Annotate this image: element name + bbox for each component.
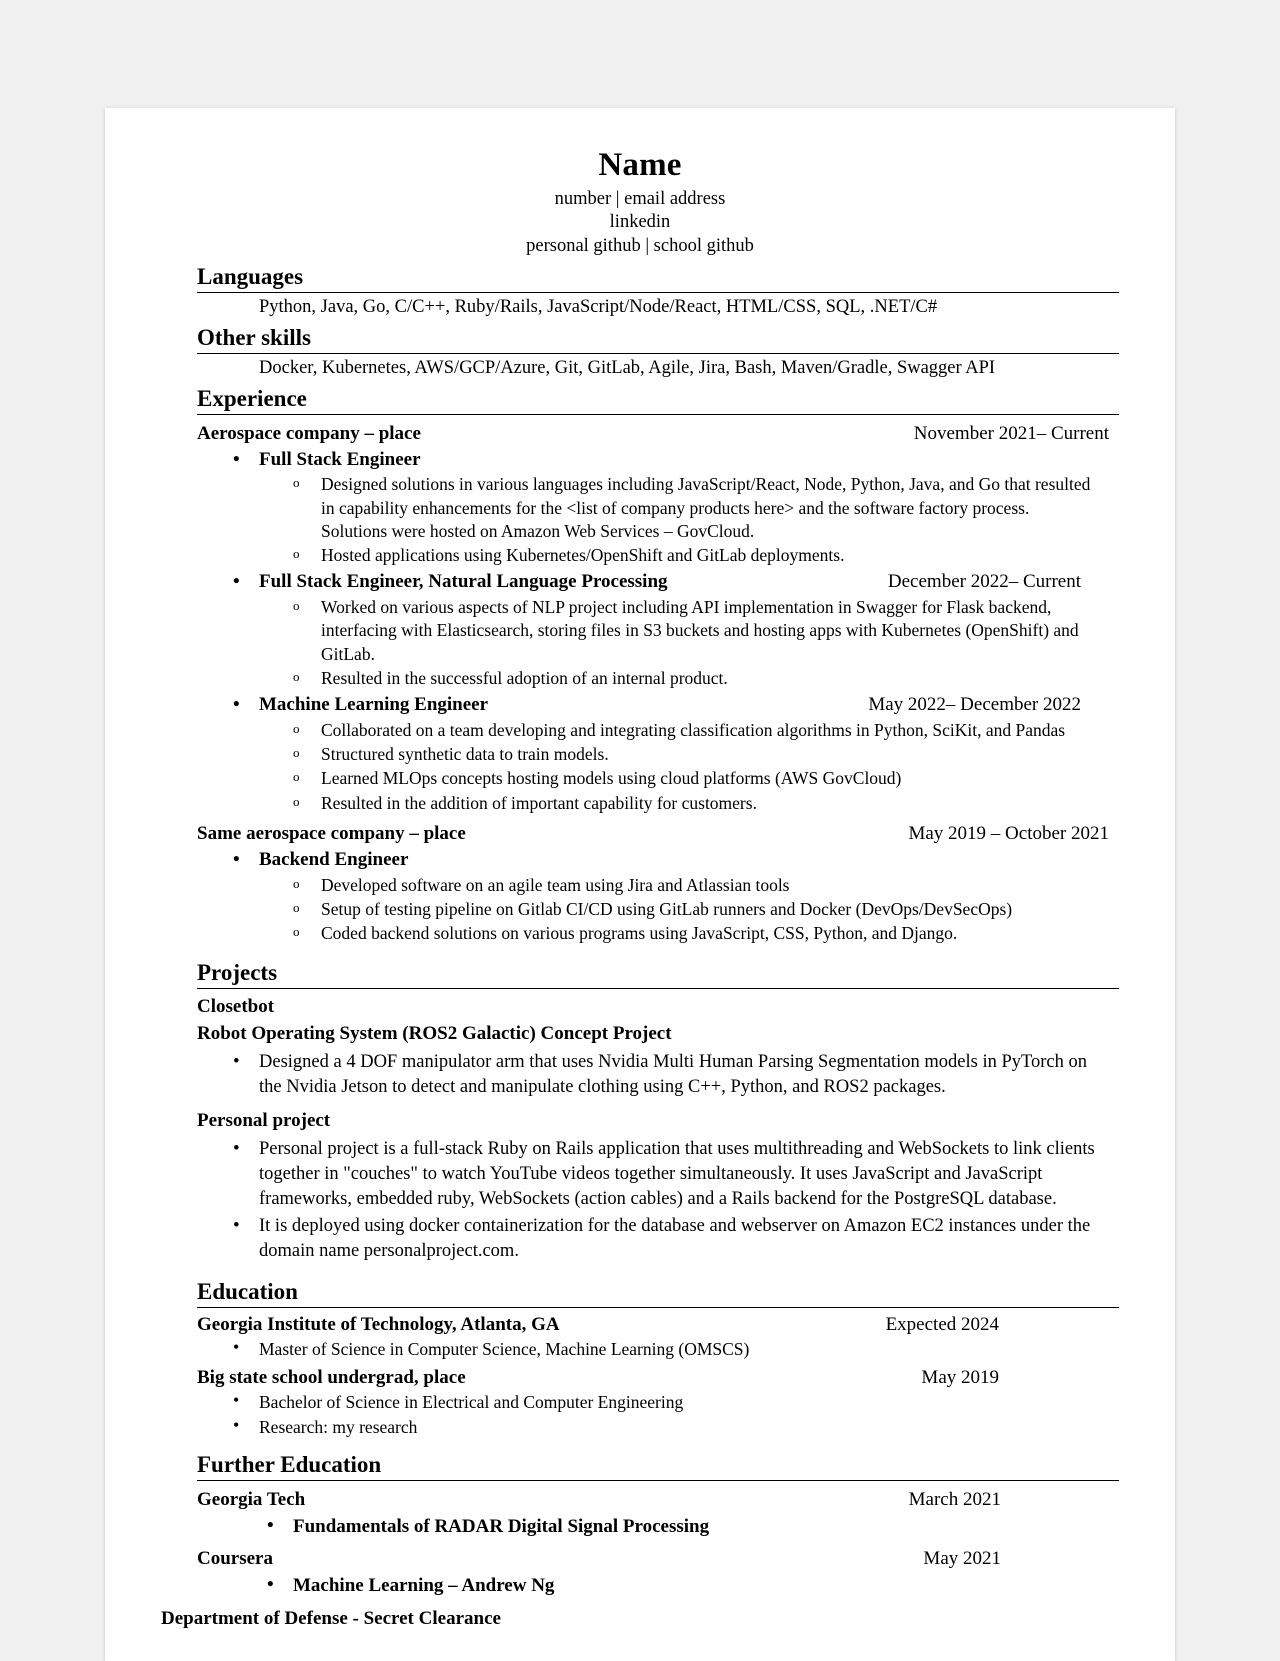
bullet-icon: •	[267, 1574, 274, 1596]
role-date: December 2022– Current	[887, 571, 1081, 593]
role-point: o Resulted in the addition of important capability for customers.	[293, 792, 757, 813]
role-title: • Backend Engineer	[259, 848, 408, 873]
job-company: Aerospace company – place	[197, 422, 421, 444]
role-point: o Setup of testing pipeline on Gitlab CI/CD using GitLab runners and Docker (DevOps/DevSecOps)	[293, 898, 1013, 919]
experience-role	[233, 570, 1119, 595]
role-point: o Structured synthetic data to train models.	[293, 744, 609, 765]
role-date: May 2022– December 2022	[868, 694, 1081, 716]
other-skills-list: Docker, Kubernetes, AWS/GCP/Azure, Git, GitLab, Agile, Jira, Bash, Maven/Gradle, Swagger API	[259, 357, 996, 378]
role-title: • Full Stack Engineer	[259, 448, 421, 473]
section-title-languages: Languages	[197, 263, 304, 289]
circle-bullet-icon: o	[293, 924, 300, 940]
further-education-entry-header	[197, 1489, 1119, 1511]
further-education-org: Coursera	[197, 1548, 273, 1570]
circle-bullet-icon: o	[293, 793, 300, 809]
contact-line-phone-email: number | email address	[554, 188, 726, 209]
bullet-icon: •	[233, 1415, 240, 1436]
experience-role	[233, 448, 1119, 473]
job-company: Same aerospace company – place	[197, 822, 466, 844]
circle-bullet-icon: o	[293, 875, 300, 891]
contact-line-linkedin: linkedin	[609, 212, 671, 233]
circle-bullet-icon: o	[293, 598, 300, 614]
education-entry-header	[197, 1314, 1119, 1336]
role-title: • Machine Learning Engineer	[259, 693, 488, 718]
project-name: Personal project	[197, 1110, 331, 1132]
project-subtitle: Robot Operating System (ROS2 Galactic) Concept Project	[197, 1023, 672, 1045]
role-point: o Developed software on an agile team using Jira and Atlassian tools	[293, 874, 790, 895]
bullet-icon: •	[233, 848, 240, 870]
bullet-icon: •	[233, 1050, 240, 1072]
education-detail: • Bachelor of Science in Electrical and Computer Engineering	[233, 1390, 684, 1413]
education-detail: • Master of Science in Computer Science, Machine Learning (OMSCS)	[233, 1337, 750, 1360]
experience-role	[233, 848, 1119, 873]
further-education-course: • Machine Learning – Andrew Ng	[267, 1574, 555, 1597]
further-education-date: March 2021	[908, 1489, 1001, 1511]
further-education-course: • Fundamentals of RADAR Digital Signal Processing	[267, 1515, 710, 1538]
circle-bullet-icon: o	[293, 475, 300, 491]
bullet-icon: •	[233, 1390, 240, 1411]
role-point: o Learned MLOps concepts hosting models using cloud platforms (AWS GovCloud)	[293, 768, 902, 789]
section-title-further-education: Further Education	[197, 1452, 382, 1478]
circle-bullet-icon: o	[293, 720, 300, 736]
role-title: • Full Stack Engineer, Natural Language Processing	[259, 570, 668, 595]
bullet-icon: •	[233, 448, 240, 470]
role-point: o Worked on various aspects of NLP project including API implementation in Swagger for Flask backend, interfacing with Elasticsearch, storing files in S3 buckets and hosting apps with Kubernetes (OpenShift) and GitLab.	[293, 597, 1079, 664]
section-rule-languages	[197, 292, 1119, 293]
project-point: • Personal project is a full-stack Ruby on Rails application that uses multithreading and WebSockets to link clients together in "couches" to watch YouTube videos together simultaneously. It uses JavaScript and JavaScript frameworks, embedded ruby, WebSockets (action cables) and a Rails backend for the PostgreSQL database.	[233, 1138, 1095, 1209]
section-title-projects: Projects	[197, 960, 278, 986]
section-rule-education	[197, 1307, 1119, 1308]
job-date: November 2021– Current	[913, 422, 1109, 444]
section-rule-further-education	[197, 1480, 1119, 1481]
bullet-icon: •	[233, 571, 240, 593]
section-rule-experience	[197, 414, 1119, 415]
experience-role	[233, 693, 1119, 718]
role-point: o Hosted applications using Kubernetes/OpenShift and GitLab deployments.	[293, 545, 845, 566]
languages-list: Python, Java, Go, C/C++, Ruby/Rails, JavaScript/Node/React, HTML/CSS, SQL, .NET/C#	[259, 296, 938, 317]
security-clearance: Department of Defense - Secret Clearance	[161, 1607, 501, 1629]
bullet-icon: •	[233, 1337, 240, 1358]
project-point: • It is deployed using docker containerization for the database and webserver on Amazon EC2 instances under the domain name personalproject.com.	[233, 1215, 1091, 1262]
education-school: Georgia Institute of Technology, Atlanta, GA	[197, 1314, 560, 1336]
education-date: Expected 2024	[885, 1314, 999, 1336]
role-point: o Coded backend solutions on various programs using JavaScript, CSS, Python, and Django.	[293, 923, 958, 944]
bullet-icon: •	[233, 1215, 240, 1237]
project-point: • Designed a 4 DOF manipulator arm that uses Nvidia Multi Human Parsing Segmentation models in PyTorch on the Nvidia Jetson to detect and manipulate clothing using C++, Python, and ROS2 packages.	[233, 1050, 1088, 1097]
circle-bullet-icon: o	[293, 899, 300, 915]
bullet-icon: •	[233, 694, 240, 716]
circle-bullet-icon: o	[293, 745, 300, 761]
section-rule-other-skills	[197, 353, 1119, 354]
job-date: May 2019 – October 2021	[908, 822, 1109, 844]
role-point: o Resulted in the successful adoption of an internal product.	[293, 667, 728, 688]
page-title: Name	[598, 147, 682, 183]
education-entry-header	[197, 1367, 1119, 1389]
education-date: May 2019	[921, 1367, 999, 1389]
section-title-experience: Experience	[197, 385, 307, 411]
further-education-date: May 2021	[923, 1548, 1001, 1570]
circle-bullet-icon: o	[293, 546, 300, 562]
education-detail: • Research: my research	[233, 1415, 418, 1438]
section-title-education: Education	[197, 1279, 298, 1304]
education-school: Big state school undergrad, place	[197, 1367, 466, 1389]
section-rule-projects	[197, 988, 1119, 989]
experience-job-header	[197, 423, 1119, 445]
project-name: Closetbot	[197, 996, 275, 1018]
contact-line-github: personal github | school github	[526, 235, 754, 256]
further-education-entry-header	[197, 1548, 1119, 1570]
section-title-other-skills: Other skills	[197, 324, 311, 350]
resume-page	[105, 108, 1175, 1661]
role-point: o Designed solutions in various languages including JavaScript/React, Node, Python, Java, and Go that resulted in capability enhancements for the <list of company products here> and the software factory process. Solutions were hosted on Amazon Web Services – GovCloud.	[293, 474, 1091, 541]
bullet-icon: •	[267, 1515, 274, 1537]
circle-bullet-icon: o	[293, 769, 300, 785]
role-point: o Collaborated on a team developing and integrating classification algorithms in Python, SciKit, and Pandas	[293, 719, 1066, 740]
further-education-org: Georgia Tech	[197, 1489, 306, 1511]
bullet-icon: •	[233, 1138, 240, 1160]
circle-bullet-icon: o	[293, 668, 300, 684]
experience-job-header	[197, 823, 1119, 845]
